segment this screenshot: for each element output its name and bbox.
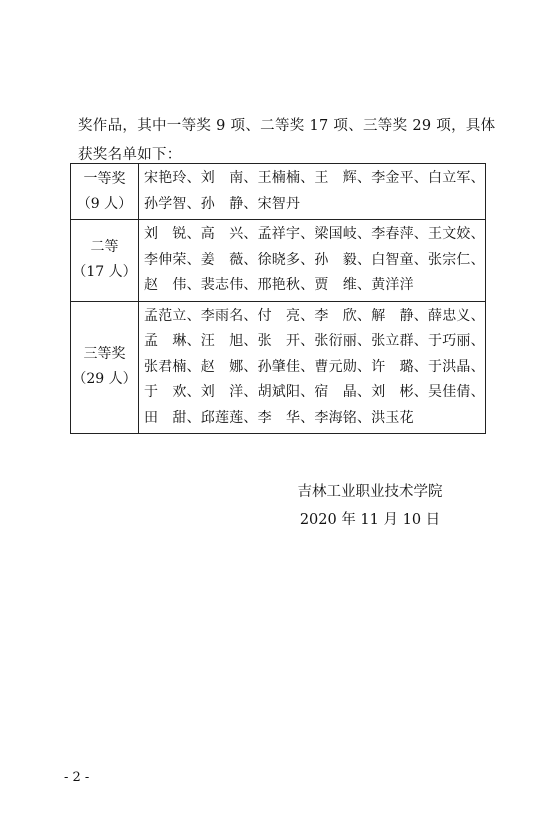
category-label: 一等奖 <box>83 170 126 187</box>
names-line: 李伸荣、姜 薇、徐晓多、孙 毅、白智童、张宗仁、 <box>144 251 485 268</box>
category-count: （17 人） <box>72 264 137 281</box>
names-line: 宋艳玲、刘 南、王楠楠、王 辉、李金平、白立军、 <box>144 170 485 186</box>
category-label: 三等奖 <box>83 346 126 363</box>
signature-date: 2020 年 11 月 10 日 <box>299 512 441 528</box>
names-line: 赵 伟、裴志伟、邢艳秋、贾 维、黄洋洋 <box>144 277 414 293</box>
table-row-second-prize <box>71 220 486 302</box>
names-line: 于 欢、刘 洋、胡斌阳、宿 晶、刘 彬、吴佳倩、 <box>144 384 485 400</box>
category-count: （9 人） <box>76 195 133 212</box>
category-cell <box>71 164 139 220</box>
intro-line: 奖作品，其中一等奖 9 项、二等奖 17 项、三等奖 29 项，具体 <box>78 118 496 134</box>
category-cell <box>71 301 139 434</box>
signature-block <box>290 478 450 534</box>
page-number: - 2 - <box>64 770 90 785</box>
names-line: 孟 琳、汪 旭、张 开、张衍丽、张立群、于巧丽、 <box>144 333 485 349</box>
award-list-table <box>70 163 486 434</box>
names-line: 孙学智、孙 静、宋智丹 <box>144 195 301 212</box>
category-label: 二等 <box>90 239 119 256</box>
intro-line: 获奖名单如下： <box>78 147 182 163</box>
table-row-third-prize <box>71 301 486 434</box>
names-cell <box>139 301 486 434</box>
intro-paragraph <box>78 112 496 170</box>
names-line: 田 甜、邱莲莲、李 华、李海铭、洪玉花 <box>144 409 414 426</box>
category-count: （29 人） <box>72 371 137 388</box>
names-cell <box>139 220 486 302</box>
category-cell <box>71 220 139 302</box>
table-row-first-prize <box>71 164 486 220</box>
names-cell <box>139 164 486 220</box>
names-line: 孟范立、李雨名、付 亮、李 欣、解 静、薛忠义、 <box>144 307 485 324</box>
organization-name: 吉林工业职业技术学院 <box>297 484 443 500</box>
names-line: 刘 锐、高 兴、孟祥宇、梁国岐、李春萍、王文姣、 <box>144 226 485 242</box>
names-line: 张君楠、赵 娜、孙肇佳、曹元勋、许 璐、于洪晶、 <box>144 358 485 375</box>
